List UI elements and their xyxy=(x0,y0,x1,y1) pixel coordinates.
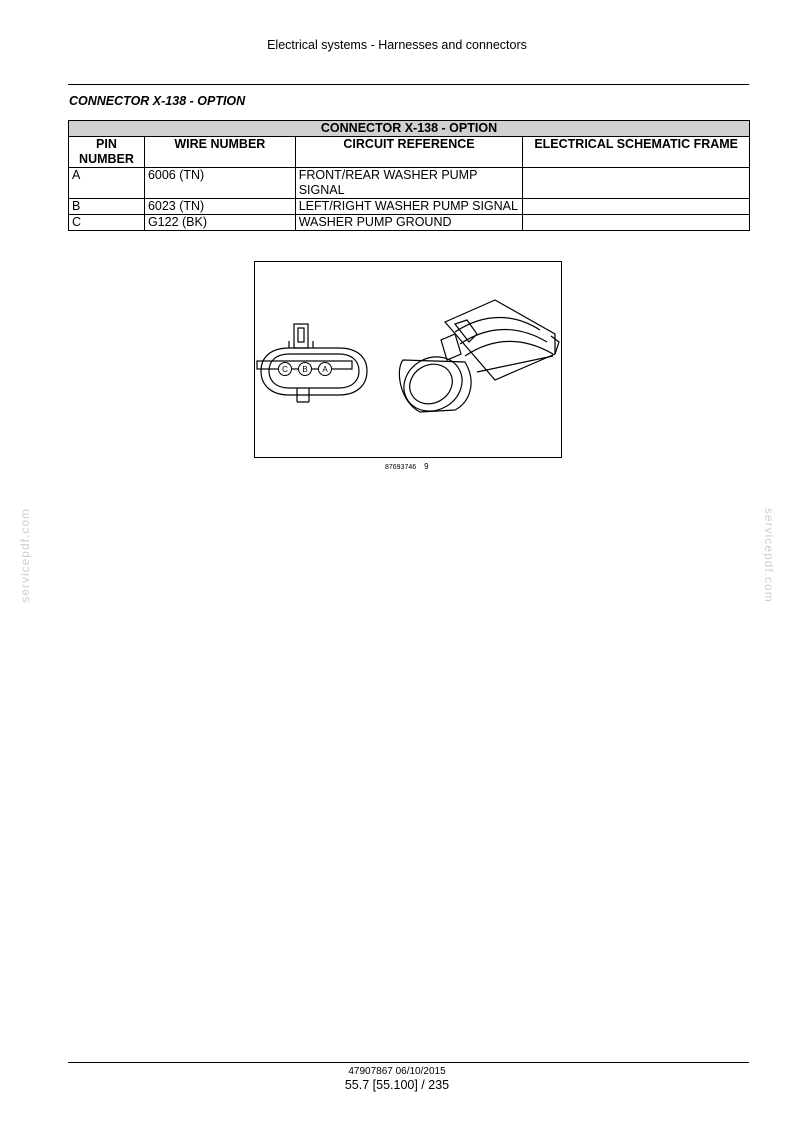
wire-cell: 6023 (TN) xyxy=(144,199,295,215)
circuit-cell: LEFT/RIGHT WASHER PUMP SIGNAL xyxy=(295,199,523,215)
col-header-circuit: CIRCUIT REFERENCE xyxy=(295,137,523,168)
footer-doc-ref: 47907867 06/10/2015 xyxy=(348,1066,446,1077)
table-row xyxy=(69,199,750,215)
footer-rule xyxy=(68,1062,749,1063)
col-header-frame: ELECTRICAL SCHEMATIC FRAME xyxy=(523,137,750,168)
pin-label-c: C xyxy=(282,365,288,374)
section-title: CONNECTOR X-138 - OPTION xyxy=(69,94,246,108)
connector-table xyxy=(68,120,750,231)
col-header-pin: PIN NUMBER xyxy=(69,137,145,168)
frame-cell xyxy=(523,215,750,231)
connector-side-view xyxy=(394,300,559,422)
circuit-cell: FRONT/REAR WASHER PUMP SIGNAL xyxy=(295,168,523,199)
figure-number: 9 xyxy=(424,462,429,471)
pin-label-a: A xyxy=(322,365,328,374)
page-header-title: Electrical systems - Harnesses and connectors xyxy=(267,38,527,52)
wire-cell: G122 (BK) xyxy=(144,215,295,231)
pin-cell: A xyxy=(69,168,145,199)
figure-id: 87693746 xyxy=(385,464,417,471)
frame-cell xyxy=(523,199,750,215)
pin-cell: B xyxy=(69,199,145,215)
frame-cell xyxy=(523,168,750,199)
watermark-left: servicepdf.com xyxy=(18,508,32,603)
watermark-right: servicepdf.com xyxy=(762,508,776,603)
figure-caption xyxy=(385,462,429,471)
pin-label-b: B xyxy=(302,365,308,374)
table-row xyxy=(69,168,750,199)
connector-figure xyxy=(254,261,562,458)
connector-face-view xyxy=(257,324,367,402)
wire-cell: 6006 (TN) xyxy=(144,168,295,199)
col-header-wire: WIRE NUMBER xyxy=(144,137,295,168)
header-rule xyxy=(68,84,749,85)
table-caption: CONNECTOR X-138 - OPTION xyxy=(69,121,750,137)
footer-page-number: 55.7 [55.100] / 235 xyxy=(344,1078,450,1092)
table-row xyxy=(69,215,750,231)
pin-cell: C xyxy=(69,215,145,231)
circuit-cell: WASHER PUMP GROUND xyxy=(295,215,523,231)
connector-drawing xyxy=(255,262,563,459)
